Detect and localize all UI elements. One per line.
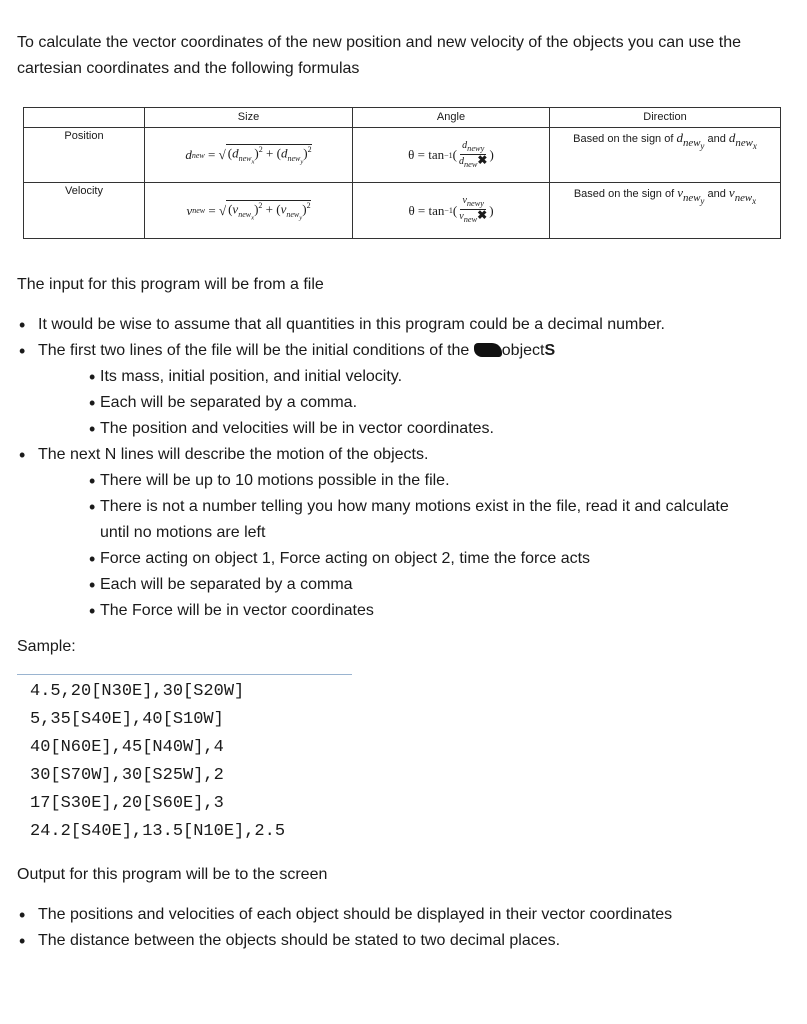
list-item: • The positions and velocities of each object should be displayed in their vector coordinates: [17, 902, 797, 928]
table-header-size: Size: [145, 108, 353, 128]
scribble-mark: [474, 343, 502, 357]
code-line: 17[S30E],20[S60E],3: [30, 794, 224, 813]
intro-paragraph: To calculate the vector coordinates of the new position and new velocity of the objects you can use the cartesian coordinates and the following formulas: [17, 34, 741, 77]
table-header-direction: Direction: [550, 108, 781, 128]
code-line: 5,35[S40E],40[S10W]: [30, 710, 224, 729]
table-header-angle: Angle: [353, 108, 550, 128]
table-header-empty: [24, 108, 145, 128]
position-direction: Based on the sign of $d_{new_y}$ and $d_{new_x}$: [550, 128, 781, 183]
row-label-position: Position: [24, 128, 145, 183]
formula-table: [23, 107, 781, 239]
list-item: • The next N lines will describe the motion of the objects. • There will be up to 10 motions possible in the file. • There is not a number telling you how many motions exist in the file, read it and calculate until no motions are left • Force acting on object 1, Force acting on object 2, time the force acts • Each will be separated by a comma • The Force will be in vector coordinates: [17, 442, 797, 624]
list-item: • The Force will be in vector coordinates: [38, 598, 797, 624]
list-item: • The first two lines of the file will be the initial conditions of the objectS • Its mass, initial position, and initial velocity. • Each will be separated by a comma. • The position and velocities will be in vector coordinates.: [17, 338, 797, 442]
list-item: • Each will be separated by a comma.: [38, 390, 797, 416]
list-item: • The position and velocities will be in vector coordinates.: [38, 416, 797, 442]
position-size-formula: d new = √ $(d_{new_x})^2 + (d_{new_y})^2$: [145, 128, 353, 183]
code-line: 40[N60E],45[N40W],4: [30, 738, 224, 757]
list-item: • Force acting on object 1, Force acting on object 2, time the force acts: [38, 546, 797, 572]
sample-code-block: [30, 678, 285, 846]
row-label-velocity: Velocity: [24, 183, 145, 239]
input-bullet-list: [17, 312, 797, 624]
velocity-angle-formula: θ = tan −1 ( $\frac{v_{newy}}{v_{new}✖}$ ): [353, 183, 550, 239]
list-item: • The distance between the objects should be stated to two decimal places.: [17, 928, 797, 954]
sample-label: Sample:: [17, 638, 76, 655]
list-item: • Each will be separated by a comma: [38, 572, 797, 598]
code-line: 4.5,20[N30E],30[S20W]: [30, 682, 245, 701]
list-item: • There is not a number telling you how many motions exist in the file, read it and calculate until no motions are left: [38, 494, 797, 546]
position-angle-formula: θ = tan −1 ( $\frac{d_{newy}}{d_{new}✖}$ ): [353, 128, 550, 183]
list-item: • Its mass, initial position, and initial velocity.: [38, 364, 797, 390]
divider: [17, 674, 352, 675]
velocity-size-formula: v new = √ $(v_{new_x})^2 + (v_{new_y})^2$: [145, 183, 353, 239]
code-line: 30[S70W],30[S25W],2: [30, 766, 224, 785]
output-bullet-list: [17, 902, 797, 954]
list-item: • There will be up to 10 motions possible in the file.: [38, 468, 797, 494]
code-line: 24.2[S40E],13.5[N10E],2.5: [30, 822, 286, 841]
velocity-direction: Based on the sign of $v_{new_y}$ and $v_{new_x}$: [550, 183, 781, 239]
input-heading: The input for this program will be from a file: [17, 276, 324, 293]
list-item: • It would be wise to assume that all quantities in this program could be a decimal number.: [17, 312, 797, 338]
output-heading: Output for this program will be to the screen: [17, 866, 328, 883]
